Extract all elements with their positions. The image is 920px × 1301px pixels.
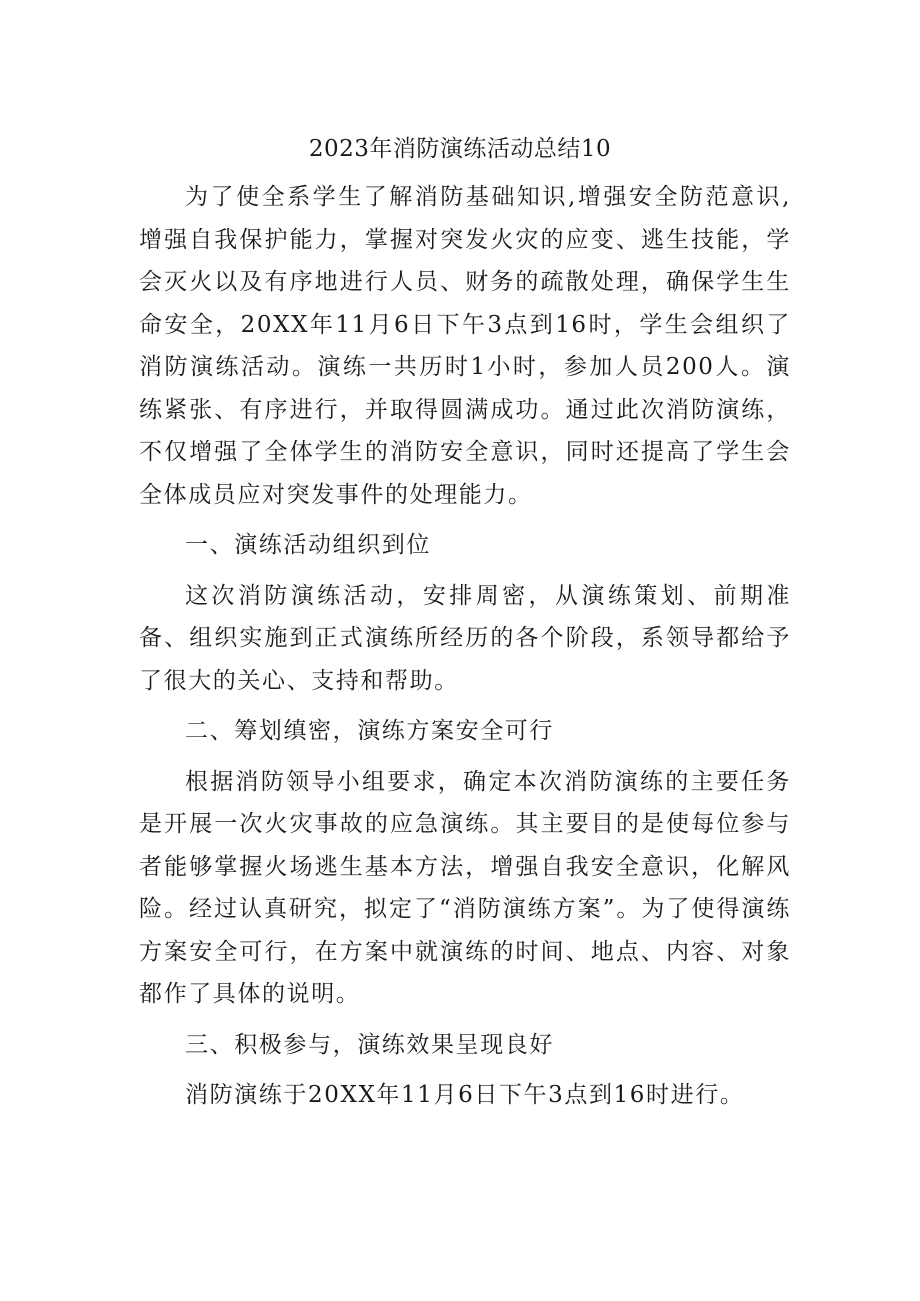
document-body [139,176,791,1125]
paragraph-section-1: 这次消防演练活动，安排周密，从演练策划、前期准备、组织实施到正式演练所经历的各个阶段，系领导都给予了很大的关心、支持和帮助。 [139,582,791,694]
paragraph-intro: 为了使全系学生了解消防基础知识,增强安全防范意识,增强自我保护能力，掌握对突发火灾的应变、逃生技能，学会灭火以及有序地进行人员、财务的疏散处理，确保学生生命安全，20XX年11月6日下午3点到16时，学生会组织了消防演练活动。演练一共历时1小时，参加人员200人。演练紧张、有序进行，并取得圆满成功。通过此次消防演练，不仅增强了全体学生的消防安全意识，同时还提高了学生会全体成员应对突发事件的处理能力。 [139,184,791,508]
document-title: 2023年消防演练活动总结10 [308,136,612,162]
paragraph-section-3: 消防演练于20XX年11月6日下午3点到16时进行。 [185,1082,745,1108]
section-heading-2: 二、筹划缜密，演练方案安全可行 [185,718,554,744]
section-heading-1: 一、演练活动组织到位 [185,532,431,558]
paragraph-section-2: 根据消防领导小组要求，确定本次消防演练的主要任务是开展一次火灾事故的应急演练。其主要目的是使每位参与者能够掌握火场逃生基本方法，增强自我安全意识，化解风险。经过认真研究，拟定了“消防演练方案”。为了使得演练方案安全可行，在方案中就演练的时间、地点、内容、对象都作了具体的说明。 [139,768,791,1007]
section-heading-3: 三、积极参与，演练效果呈现良好 [185,1031,554,1058]
